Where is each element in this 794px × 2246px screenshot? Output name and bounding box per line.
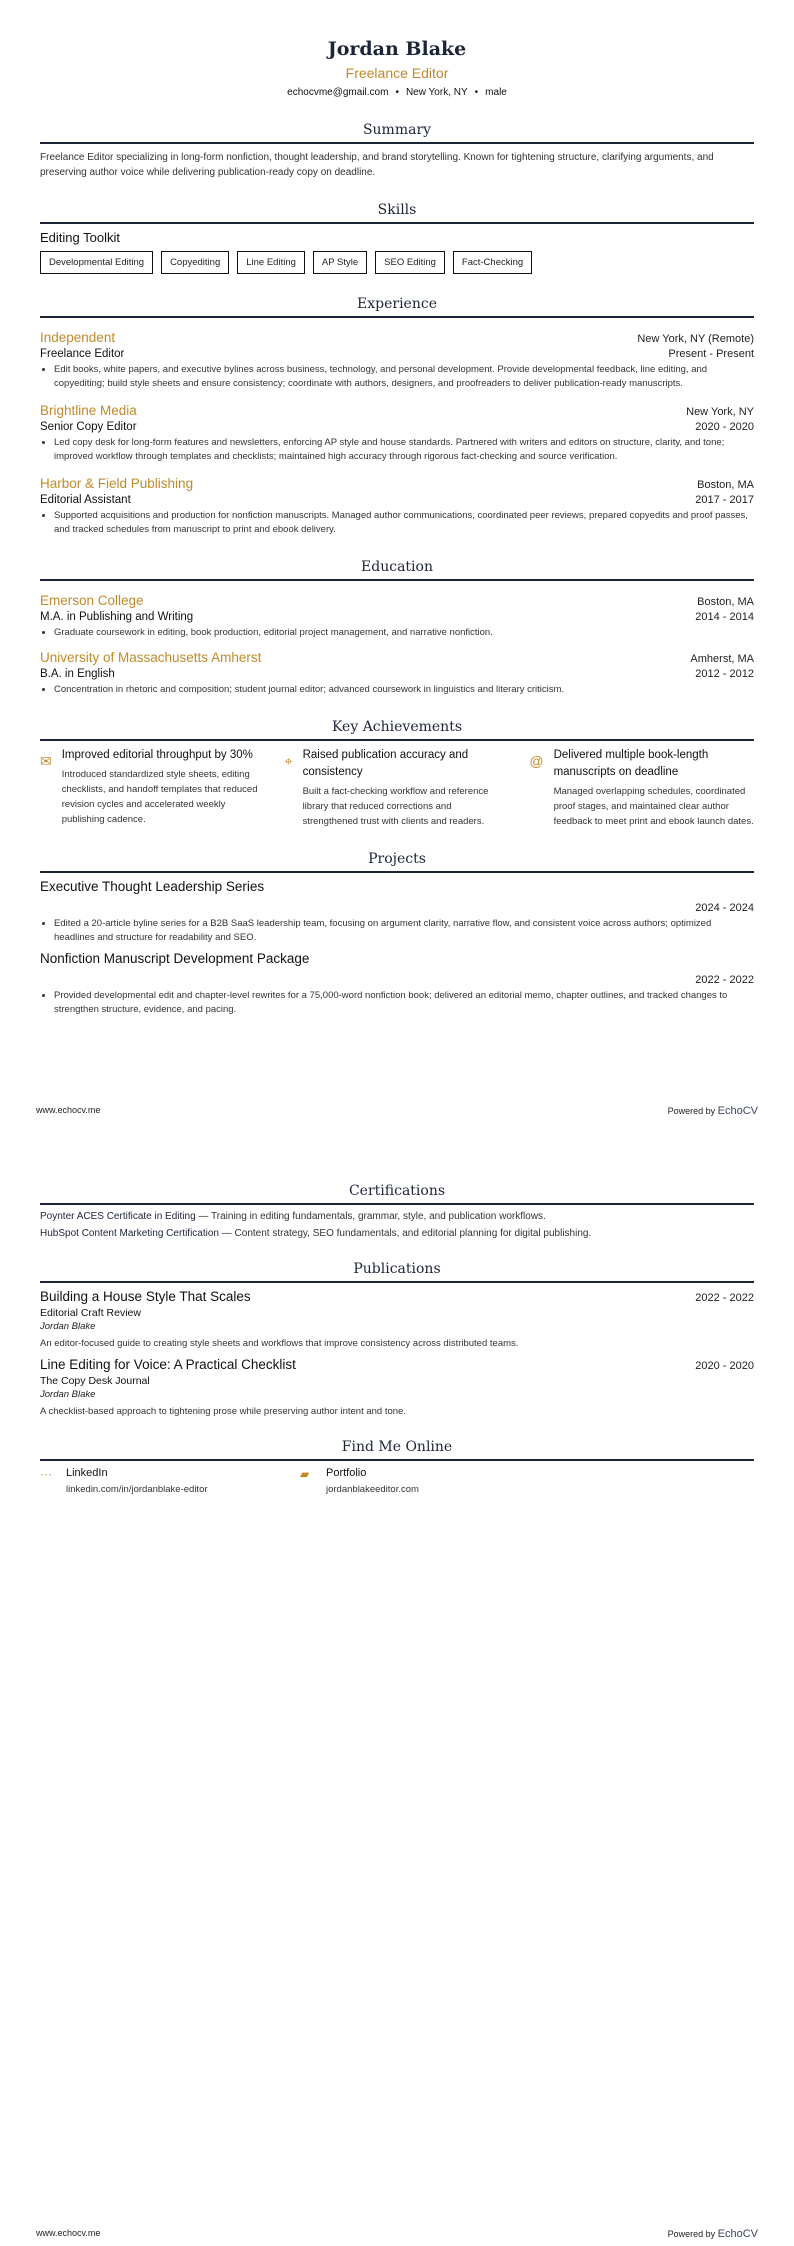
- skill-chip: AP Style: [313, 251, 367, 274]
- page-footer: [36, 1105, 758, 1117]
- project-bullet: • Edited a 20-article byline series for a B2B SaaS leadership team, focusing on argument clarity, narrative flow, and consistent voice across authors; optimized headlines and structure for readability and SEO.: [54, 917, 754, 945]
- gender: male: [485, 87, 507, 98]
- cert-desc: Content strategy, SEO fundamentals, and editorial planning for digital publishing.: [234, 1228, 592, 1239]
- pub-dates: 2020 - 2020: [695, 1360, 754, 1372]
- skill-chip: Line Editing: [237, 251, 305, 274]
- powered-by: [668, 2228, 758, 2240]
- job-role: Senior Copy Editor: [40, 421, 137, 433]
- section-experience-heading: Experience: [40, 296, 754, 318]
- employer: Harbor & Field Publishing: [40, 476, 194, 491]
- pub-title: Line Editing for Voice: A Practical Checklist: [40, 1357, 296, 1372]
- pub-desc: An editor-focused guide to creating style sheets and workflows that improve consistency across distributed teams.: [40, 1338, 519, 1349]
- pub-author: Jordan Blake: [40, 1321, 96, 1332]
- brand-logo[interactable]: EchoCV: [717, 1105, 758, 1117]
- link-url[interactable]: jordanblakeeditor.com: [326, 1484, 419, 1495]
- school-location: Amherst, MA: [690, 653, 754, 665]
- section-projects-heading: Projects: [40, 851, 754, 873]
- achievement-desc: Built a fact-checking workflow and reference library that reduced corrections and strengthened trust with clients and readers.: [302, 786, 489, 827]
- candidate-title: Freelance Editor: [345, 65, 449, 81]
- link-label: Portfolio: [326, 1467, 367, 1479]
- email[interactable]: echocvme@gmail.com: [287, 87, 389, 98]
- section-skills-heading: Skills: [40, 202, 754, 224]
- summary-text: Freelance Editor specializing in long-form nonfiction, thought leadership, and brand storytelling. Known for tightening structure, clarifying arguments, and preserving author voice while delivering publication-ready copy on deadline.: [40, 152, 714, 178]
- job-role: Editorial Assistant: [40, 494, 131, 506]
- certification: Poynter ACES Certificate in Editing — Training in editing fundamentals, grammar, style, and publication workflows.: [40, 1211, 546, 1222]
- link-url[interactable]: linkedin.com/in/jordanblake-editor: [66, 1484, 208, 1495]
- achievements-grid: [40, 747, 754, 829]
- project-entry: [40, 951, 754, 1017]
- job-role: Freelance Editor: [40, 348, 125, 360]
- school: University of Massachusetts Amherst: [40, 650, 262, 665]
- experience-entry: [40, 324, 754, 391]
- certification: HubSpot Content Marketing Certification — Content strategy, SEO fundamentals, and editorial planning for digital publishing.: [40, 1228, 592, 1239]
- education-entry: [40, 644, 754, 697]
- job-bullet: • Led copy desk for long-form features and newsletters, enforcing AP style and house standards. Partnered with writers and editors on structure, clarity, and tone; improved workflow through templates and checklists; maintained high accuracy through rigorous fact-checking and source verification.: [54, 436, 754, 464]
- page-footer: [36, 2228, 758, 2240]
- achievement-title: Improved editorial throughput by 30%: [61, 749, 253, 761]
- skill-chip: Copyediting: [161, 251, 229, 274]
- project-title: Nonfiction Manuscript Development Package: [40, 951, 310, 966]
- employer: Independent: [40, 330, 116, 345]
- section-achievements-heading: Key Achievements: [40, 719, 754, 741]
- powered-by-label: Powered by: [667, 1106, 716, 1116]
- footer-site-link[interactable]: www.echocv.me: [36, 1105, 101, 1115]
- school-location: Boston, MA: [697, 596, 754, 608]
- powered-by-label: Powered by: [667, 2229, 716, 2239]
- job-dates: Present - Present: [668, 348, 754, 360]
- envelope-open-icon: ✉: [40, 753, 52, 769]
- contact-line: echocvme@gmail.com • New York, NY • male: [287, 87, 507, 98]
- achievement: [285, 747, 510, 829]
- achievement-title: Delivered multiple book-length manuscripts on deadline: [553, 749, 709, 778]
- experience-entry: [40, 470, 754, 537]
- pub-title: Building a House Style That Scales: [40, 1289, 251, 1304]
- chat-bubble-icon: ▰: [300, 1467, 310, 1481]
- section-education-heading: Education: [40, 559, 754, 581]
- brand-logo[interactable]: EchoCV: [717, 2228, 758, 2240]
- job-location: Boston, MA: [697, 479, 754, 491]
- achievement-title: Raised publication accuracy and consistency: [302, 749, 469, 778]
- at-icon: @: [529, 753, 544, 769]
- section-publications-heading: Publications: [40, 1261, 754, 1283]
- job-bullet: • Supported acquisitions and production for nonfiction manuscripts. Managed author communications, coordinated peer reviews, prepared copyedits and proof passes, and tracked schedules from manuscript to print and ebook delivery.: [54, 509, 754, 537]
- edu-dates: 2012 - 2012: [695, 668, 754, 680]
- job-bullet: • Edit books, white papers, and executive bylines across business, technology, and personal development. Provide developmental feedback, line editing, and copyediting; build style sheets and ensure consistency; coordinate with authors, designers, and proofreaders to deliver publication-ready manuscripts.: [54, 363, 754, 391]
- pub-author: Jordan Blake: [40, 1389, 96, 1400]
- project-entry: [40, 879, 754, 945]
- degree: B.A. in English: [40, 668, 115, 680]
- edu-bullet: • Graduate coursework in editing, book production, editorial project management, and narrative nonfiction.: [54, 626, 754, 640]
- job-location: New York, NY: [686, 406, 754, 418]
- skill-chips: [40, 251, 754, 274]
- edu-dates: 2014 - 2014: [695, 611, 754, 623]
- link-label: LinkedIn: [66, 1467, 108, 1479]
- resume-page-2: [0, 1123, 794, 2246]
- pub-venue: The Copy Desk Journal: [40, 1375, 150, 1387]
- section-summary-heading: Summary: [40, 122, 754, 144]
- pub-dates: 2022 - 2022: [695, 1292, 754, 1304]
- cert-name: Poynter ACES Certificate in Editing: [40, 1211, 196, 1222]
- candidate-name: Jordan Blake: [327, 38, 467, 60]
- project-bullet: • Provided developmental edit and chapter-level rewrites for a 75,000-word nonfiction book; delivered an editorial memo, chapter outlines, and tracked changes to strengthen structure, evidence, and pacing.: [54, 989, 754, 1017]
- project-dates: 2022 - 2022: [695, 974, 754, 986]
- section-online-heading: Find Me Online: [40, 1439, 754, 1461]
- education-entry: [40, 587, 754, 640]
- publication: [40, 1357, 754, 1417]
- degree: M.A. in Publishing and Writing: [40, 611, 194, 623]
- school: Emerson College: [40, 593, 144, 608]
- focus-icon: ⌖: [284, 753, 293, 769]
- project-dates: 2024 - 2024: [695, 902, 754, 914]
- achievement-desc: Managed overlapping schedules, coordinated proof stages, and maintained clear author feedback to meet print and ebook launch dates.: [553, 786, 754, 827]
- skill-chip: SEO Editing: [375, 251, 445, 274]
- job-dates: 2017 - 2017: [695, 494, 754, 506]
- cert-desc: Training in editing fundamentals, grammar, style, and publication workflows.: [211, 1211, 546, 1222]
- achievement: [40, 747, 265, 829]
- job-dates: 2020 - 2020: [695, 421, 754, 433]
- skill-chip: Developmental Editing: [40, 251, 153, 274]
- job-location: New York, NY (Remote): [637, 333, 754, 345]
- powered-by: [668, 1105, 758, 1117]
- achievement: [529, 747, 754, 829]
- online-link-portfolio[interactable]: [300, 1467, 500, 1495]
- cert-name: HubSpot Content Marketing Certification: [40, 1228, 219, 1239]
- achievement-desc: Introduced standardized style sheets, editing checklists, and handoff templates that reduced revision cycles and accelerated weekly publishing cadence.: [61, 769, 258, 825]
- online-link-linkedin[interactable]: [40, 1467, 240, 1495]
- footer-site-link[interactable]: www.echocv.me: [36, 2228, 101, 2238]
- experience-entry: [40, 397, 754, 464]
- online-links: [40, 1467, 754, 1495]
- section-certifications-heading: Certifications: [40, 1183, 754, 1205]
- edu-bullet: • Concentration in rhetoric and composition; student journal editor; advanced coursework in linguistics and literary criticism.: [54, 683, 754, 697]
- project-title: Executive Thought Leadership Series: [40, 879, 265, 894]
- dots-icon: ···: [40, 1467, 52, 1481]
- publication: [40, 1289, 754, 1349]
- pub-desc: A checklist-based approach to tightening prose while preserving author intent and tone.: [40, 1406, 406, 1417]
- skill-group-title: Editing Toolkit: [40, 230, 120, 245]
- pub-venue: Editorial Craft Review: [40, 1307, 141, 1319]
- location: New York, NY: [405, 87, 468, 98]
- skill-chip: Fact-Checking: [453, 251, 532, 274]
- employer: Brightline Media: [40, 403, 137, 418]
